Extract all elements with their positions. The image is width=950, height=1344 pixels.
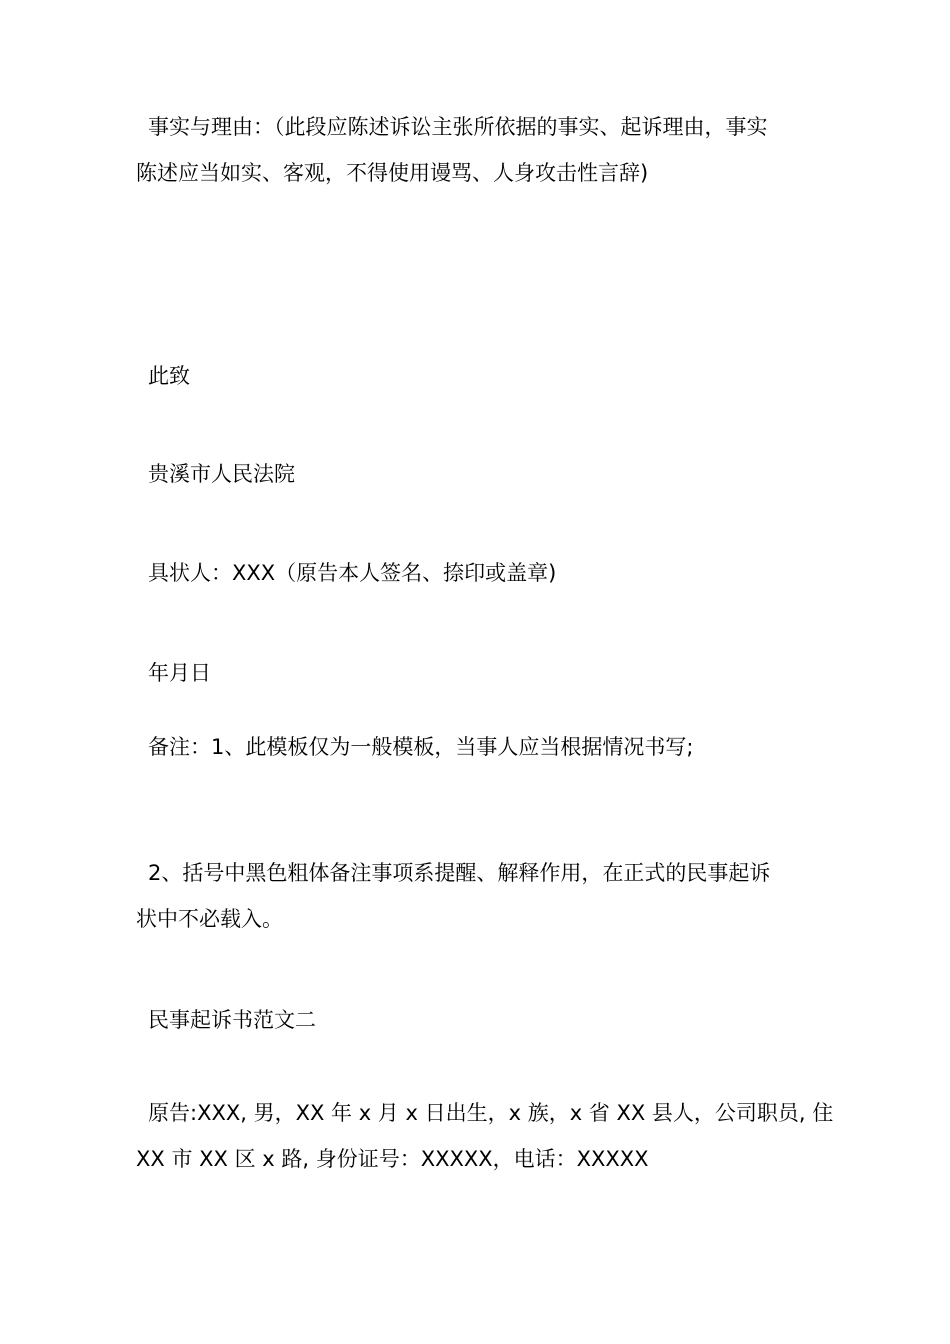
note-1: 备注：1、此模板仅为一般模板，当事人应当根据情况书写; (148, 735, 694, 759)
date-line: 年月日 (148, 661, 211, 685)
plaintiff-paragraph (136, 1090, 834, 1182)
plaintiff-line-1: 原告:XXX, 男，XX 年 x 月 x 日出生，x 族，x 省 XX 县人，公司职员, 住 (148, 1101, 834, 1125)
section-title: 民事起诉书范文二 (148, 1008, 316, 1032)
note-2-line-2: 状中不必载入。 (136, 907, 283, 931)
court-name: 贵溪市人民法院 (148, 462, 295, 486)
facts-paragraph (136, 104, 826, 196)
facts-line-2: 陈述应当如实、客观，不得使用谩骂、人身攻击性言辞) (136, 161, 649, 185)
note-2-paragraph (136, 850, 826, 942)
signer-line: 具状人：XXX（原告本人签名、捺印或盖章) (148, 561, 557, 585)
plaintiff-line-2: XX 市 XX 区 x 路, 身份证号：XXXXX，电话：XXXXX (136, 1147, 649, 1171)
facts-line-1: 事实与理由：（此段应陈述诉讼主张所依据的事实、起诉理由，事实 (148, 115, 768, 139)
closing-text: 此致 (148, 364, 190, 388)
note-2-line-1: 2、括号中黑色粗体备注事项系提醒、解释作用，在正式的民事起诉 (148, 861, 771, 885)
